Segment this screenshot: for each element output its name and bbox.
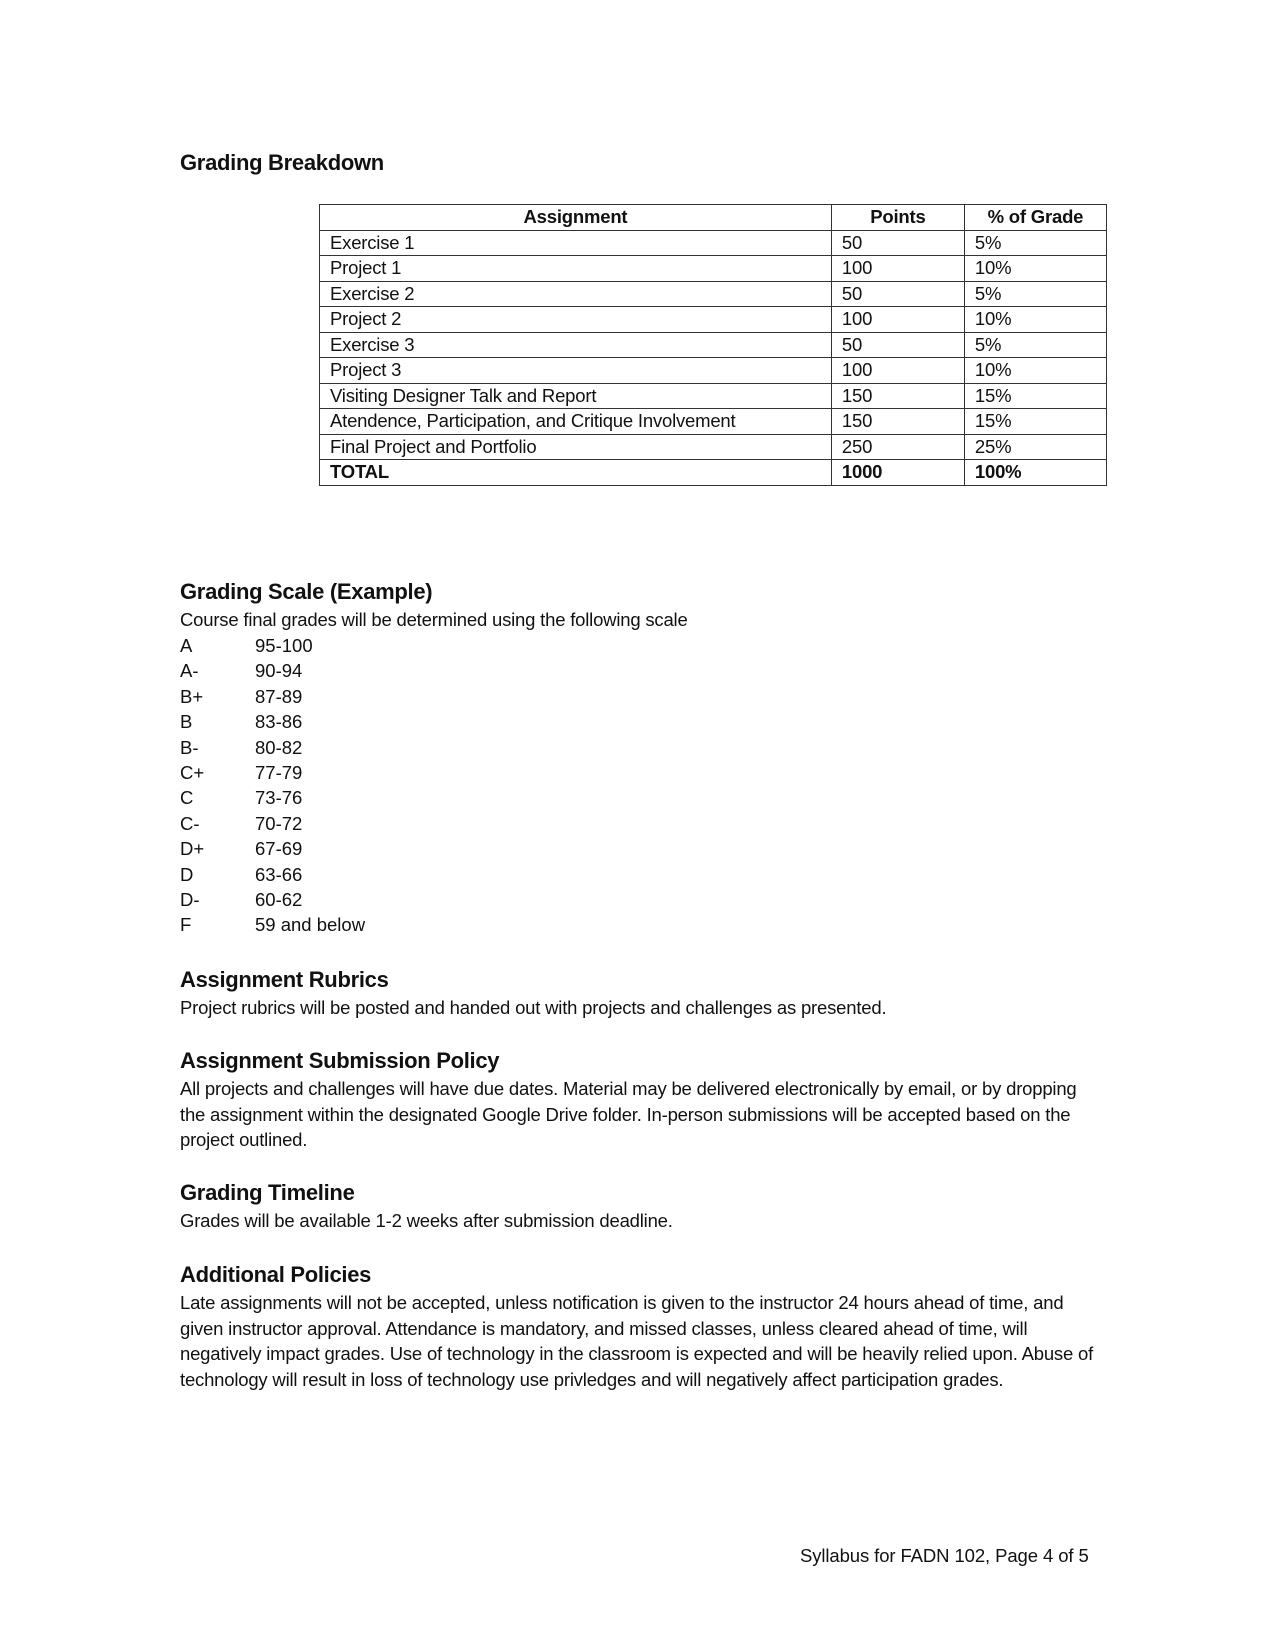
percent-cell: 5% (964, 332, 1106, 358)
percent-cell: 25% (964, 434, 1106, 460)
column-header-assignment: Assignment (320, 205, 832, 231)
percent-cell: 15% (964, 383, 1106, 409)
scale-row (180, 633, 365, 658)
grade-letter: D (180, 863, 194, 885)
percent-cell: 10% (964, 358, 1106, 384)
scale-row (180, 709, 365, 734)
grade-range: 70-72 (255, 812, 303, 834)
grading-breakdown-table (319, 204, 1107, 486)
grade-letter: A (180, 635, 193, 656)
grade-range: 77-79 (255, 761, 303, 783)
scale-row (180, 887, 365, 912)
grade-letter: C- (180, 812, 200, 834)
grading-scale-heading: Grading Scale (Example) (180, 579, 433, 604)
points-cell: 50 (831, 281, 964, 307)
grade-range: 95-100 (255, 635, 313, 656)
grade-range: 73-76 (255, 787, 303, 809)
total-percent-cell: 100% (964, 460, 1106, 486)
points-cell: 100 (831, 358, 964, 384)
assignment-cell: Final Project and Portfolio (320, 434, 832, 460)
grade-letter: B+ (180, 685, 204, 707)
grade-range: 59 and below (255, 914, 366, 936)
additional-policies-body: Late assignments will not be accepted, unless notification is given to the instructor 24 hours ahead of time, and given instructor approval. Attendance is mandatory, and missed classes, unless cleared ahead of time, will negatively impact grades. Use of technology in the classroom is expected and will be heavily relied upon. Abuse of technology will result in loss of technology use privledges and will negatively affect participation grades. (180, 1292, 1094, 1390)
rubrics-body: Project rubrics will be posted and handed out with projects and challenges as presented. (180, 997, 887, 1018)
submission-body: All projects and challenges will have due dates. Material may be delivered electronically by email, or by dropping the assignment within the designated Google Drive folder. In-person submissions will be accepted based on the project outlined. (180, 1078, 1077, 1150)
points-cell: 100 (831, 307, 964, 333)
table-row (320, 230, 1107, 256)
scale-row (180, 811, 365, 836)
scale-row (180, 785, 365, 810)
column-header-percent: % of Grade (964, 205, 1106, 231)
assignment-cell: Project 2 (320, 307, 832, 333)
scale-row (180, 836, 365, 861)
total-label-cell: TOTAL (320, 460, 832, 486)
scale-row (180, 862, 365, 887)
assignment-cell: Exercise 3 (320, 332, 832, 358)
assignment-cell: Project 1 (320, 256, 832, 282)
table-row (320, 281, 1107, 307)
scale-row (180, 684, 365, 709)
rubrics-heading: Assignment Rubrics (180, 967, 389, 992)
assignment-cell: Atendence, Participation, and Critique Involvement (320, 409, 832, 435)
table-row (320, 256, 1107, 282)
assignment-cell: Visiting Designer Talk and Report (320, 383, 832, 409)
additional-policies-heading: Additional Policies (180, 1262, 372, 1287)
grade-range: 83-86 (255, 711, 303, 733)
percent-cell: 10% (964, 256, 1106, 282)
table-total-row (320, 460, 1107, 486)
grading-scale-list (180, 633, 365, 938)
assignment-cell: Exercise 1 (320, 230, 832, 256)
table-row (320, 332, 1107, 358)
grade-letter: D- (180, 888, 200, 910)
grade-range: 90-94 (255, 660, 303, 682)
assignment-cell: Exercise 2 (320, 281, 832, 307)
percent-cell: 5% (964, 281, 1106, 307)
scale-row (180, 760, 365, 785)
table-row (320, 307, 1107, 333)
points-cell: 100 (831, 256, 964, 282)
table-row (320, 434, 1107, 460)
scale-row (180, 735, 365, 760)
table-row (320, 358, 1107, 384)
grade-letter: A- (180, 660, 199, 682)
percent-cell: 15% (964, 409, 1106, 435)
scale-row (180, 912, 365, 937)
grade-letter: C+ (180, 761, 205, 783)
total-points-cell: 1000 (831, 460, 964, 486)
grade-range: 87-89 (255, 685, 303, 707)
grade-letter: B- (180, 736, 199, 758)
table-row (320, 383, 1107, 409)
grade-letter: F (180, 914, 192, 936)
percent-cell: 10% (964, 307, 1106, 333)
grade-letter: B (180, 711, 193, 733)
grading-scale-intro: Course final grades will be determined using the following scale (180, 609, 688, 630)
scale-row (180, 658, 365, 683)
points-cell: 150 (831, 409, 964, 435)
grade-range: 67-69 (255, 838, 303, 860)
column-header-points: Points (831, 205, 964, 231)
submission-heading: Assignment Submission Policy (180, 1048, 500, 1073)
points-cell: 250 (831, 434, 964, 460)
grade-range: 60-62 (255, 888, 303, 910)
grade-range: 80-82 (255, 736, 303, 758)
points-cell: 50 (831, 230, 964, 256)
grade-letter: D+ (180, 838, 205, 860)
table-row (320, 409, 1107, 435)
assignment-cell: Project 3 (320, 358, 832, 384)
grade-letter: C (180, 787, 194, 809)
page-footer: Syllabus for FADN 102, Page 4 of 5 (800, 1545, 1089, 1566)
timeline-body: Grades will be available 1-2 weeks after submission deadline. (180, 1210, 673, 1231)
timeline-heading: Grading Timeline (180, 1180, 355, 1205)
points-cell: 50 (831, 332, 964, 358)
percent-cell: 5% (964, 230, 1106, 256)
grade-range: 63-66 (255, 863, 303, 885)
table-header-row (320, 205, 1107, 231)
points-cell: 150 (831, 383, 964, 409)
grading-breakdown-heading: Grading Breakdown (180, 150, 384, 175)
